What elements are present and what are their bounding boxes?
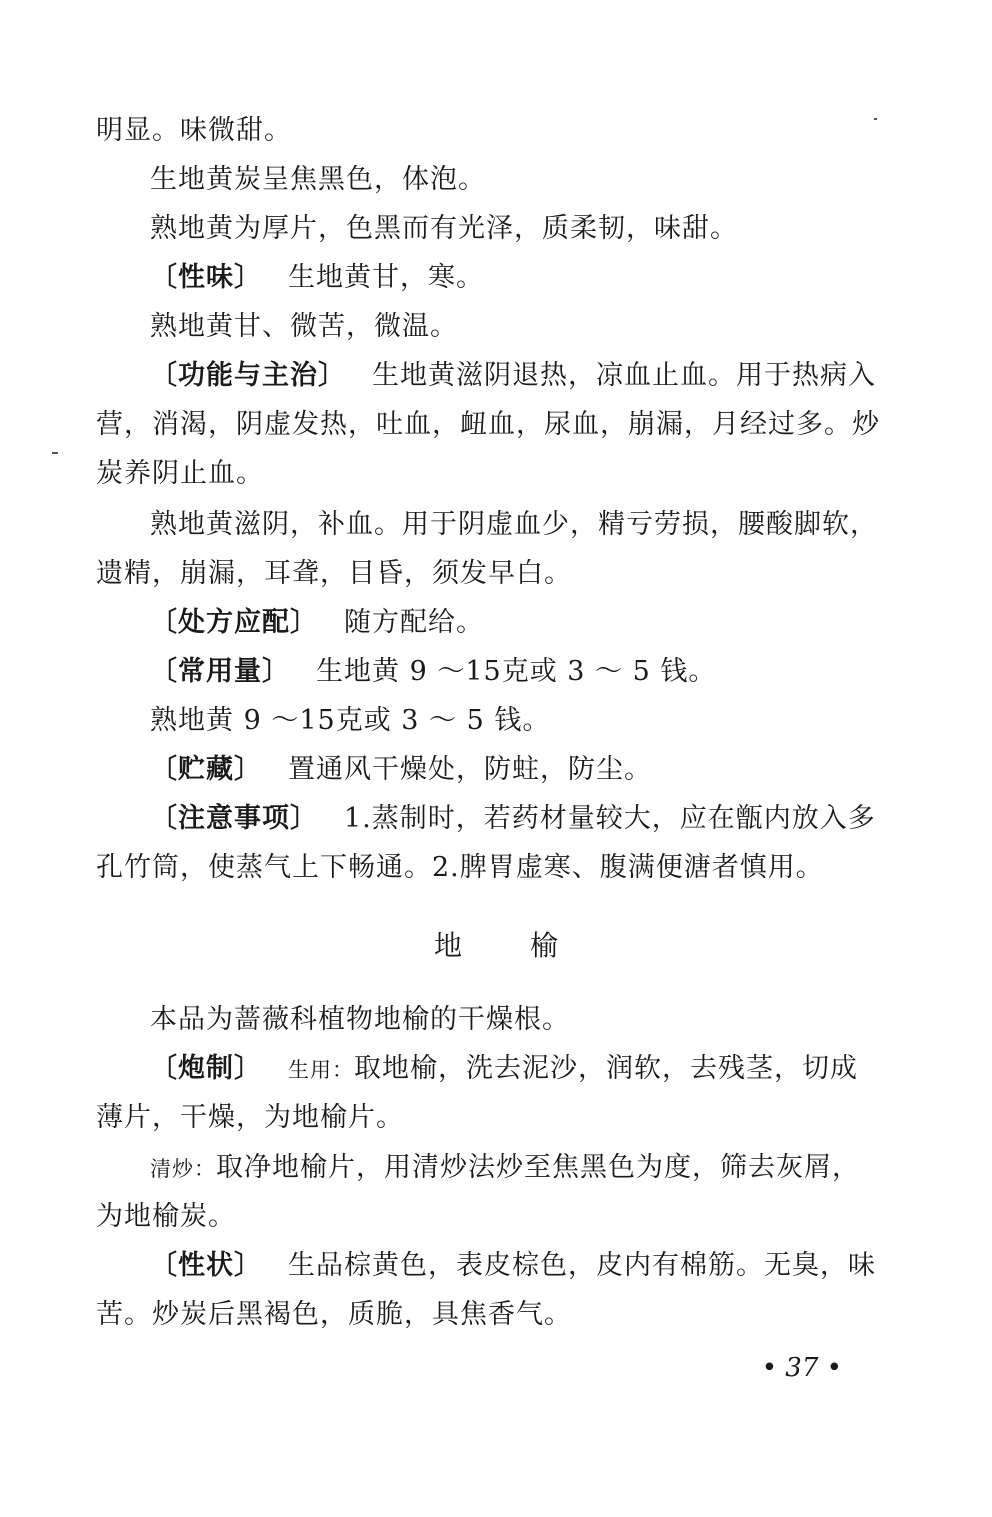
- section-processing: [150, 1051, 886, 1088]
- text-line: 熟地黄 9 ～15克或 3 ～ 5 钱。: [150, 705, 551, 736]
- section-text: 置通风干燥处，防蛀，防尘。: [288, 754, 652, 785]
- section-label: 〔炮制〕: [150, 1053, 262, 1084]
- section-dosage: [150, 654, 886, 690]
- section-label: 〔功能与主治〕: [150, 360, 346, 391]
- section-text: 1.蒸制时，若药材量较大，应在甑内放入多: [344, 803, 876, 834]
- section-prescription: [150, 605, 886, 641]
- section-text: 生地黄滋阴退热，凉血止血。用于热病入: [372, 360, 876, 391]
- section-text: 取净地榆片，用清炒法炒至焦黑色为度，筛去灰屑，: [216, 1152, 860, 1183]
- section-text: 随方配给。: [344, 607, 484, 638]
- text-line: 本品为蔷薇科植物地榆的干燥根。: [150, 1004, 570, 1035]
- scan-speck: [52, 452, 58, 454]
- section-function: [150, 358, 886, 394]
- section-appearance: [150, 1248, 886, 1284]
- section-text: 取地榆，洗去泥沙，润软，去残茎，切成: [354, 1053, 858, 1084]
- text-line: 薄片，干燥，为地榆片。: [96, 1102, 404, 1133]
- section-label: 〔性状〕: [150, 1250, 262, 1281]
- section-text: 生地黄甘，寒。: [288, 262, 484, 293]
- text-line: 熟地黄滋阴，补血。用于阴虚血少，精亏劳损，腰酸脚软，: [150, 509, 878, 540]
- section-label: 〔贮藏〕: [150, 754, 262, 785]
- text-line: 苦。炒炭后黑褐色，质脆，具焦香气。: [96, 1299, 572, 1330]
- section-storage: [150, 752, 886, 788]
- text-line: 遗精，崩漏，耳聋，目昏，须发早白。: [96, 558, 572, 589]
- sub-label: 生用：: [288, 1058, 354, 1082]
- section-notes: [150, 801, 886, 837]
- text-line: 孔竹筒，使蒸气上下畅通。2.脾胃虚寒、腹满便溏者慎用。: [96, 852, 824, 883]
- sub-label: 清炒：: [150, 1157, 216, 1181]
- section-text: 生地黄 9 ～15克或 3 ～ 5 钱。: [316, 656, 717, 687]
- heading-char: 榆: [530, 929, 559, 962]
- section-label: 〔注意事项〕: [150, 803, 318, 834]
- text-line: 生地黄炭呈焦黑色，体泡。: [150, 164, 486, 195]
- section-property-taste: [150, 260, 886, 296]
- text-line: 熟地黄为厚片，色黑而有光泽，质柔韧，味甜。: [150, 213, 738, 244]
- text-line: 明显。味微甜。: [96, 115, 292, 146]
- section-label: 〔性味〕: [150, 262, 262, 293]
- text-line: 营，消渴，阴虚发热，吐血，衄血，尿血，崩漏，月经过多。炒: [96, 409, 880, 440]
- text-line: 为地榆炭。: [96, 1201, 236, 1232]
- heading-char: 地: [433, 929, 462, 962]
- text-line: [150, 1150, 886, 1187]
- entry-heading: [0, 928, 992, 964]
- section-label: 〔常用量〕: [150, 656, 290, 687]
- text-line: 炭养阴止血。: [96, 458, 264, 489]
- section-text: 生品棕黄色，表皮棕色，皮内有棉筋。无臭，味: [288, 1250, 876, 1281]
- text-line: 熟地黄甘、微苦，微温。: [150, 311, 458, 342]
- section-label: 〔处方应配〕: [150, 607, 318, 638]
- page-number: • 37 •: [761, 1353, 842, 1383]
